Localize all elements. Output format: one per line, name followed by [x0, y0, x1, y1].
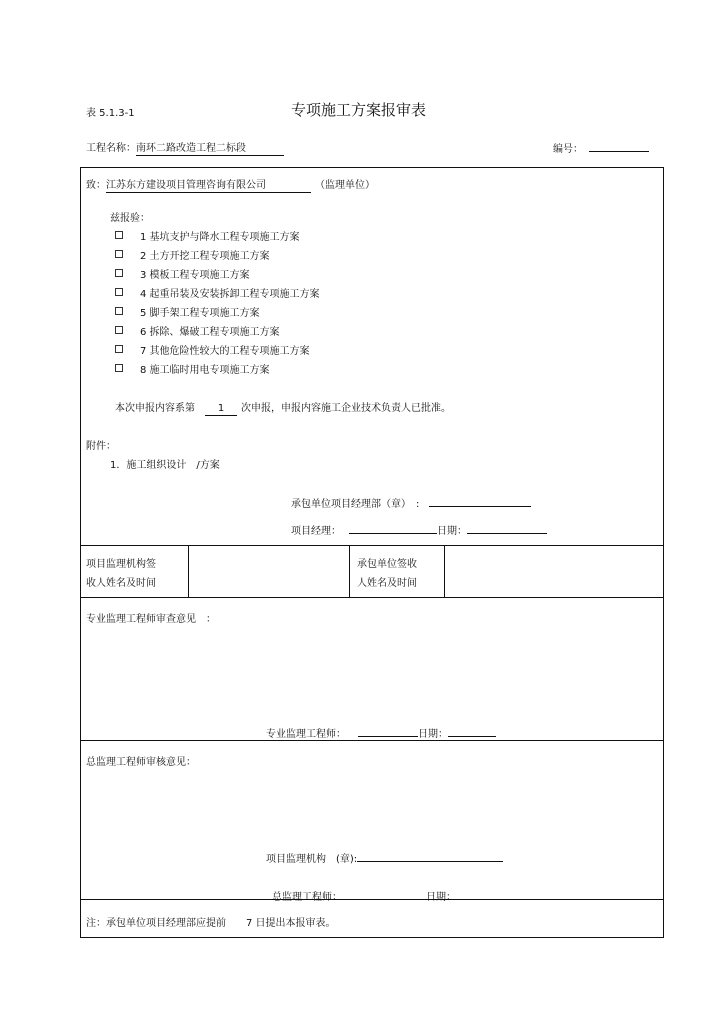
plan-item[interactable]: [115, 266, 250, 281]
contractor-seal-field[interactable]: [429, 494, 531, 507]
plan-item-label: 1 基坑支护与降水工程专项施工方案: [140, 232, 300, 243]
engineer-signature-field[interactable]: [358, 724, 418, 737]
plan-item[interactable]: [115, 247, 270, 262]
label-line: 收人姓名及时间: [86, 578, 156, 589]
project-name-value: 南环二路改造工程二标段: [136, 143, 284, 156]
chief-signature-row: [272, 887, 508, 903]
chief-label: 总监理工程师：: [272, 892, 342, 903]
submission-statement: [115, 399, 451, 416]
plan-item-label: 4 起重吊装及安装拆卸工程专项施工方案: [140, 289, 320, 300]
row-divider: [81, 740, 663, 741]
serial-number-label: 编号：: [553, 144, 583, 155]
checkbox[interactable]: [115, 364, 123, 372]
project-manager-row: [291, 521, 547, 537]
manager-date-field[interactable]: [467, 521, 547, 534]
form-title: 专项施工方案报审表: [291, 101, 427, 119]
chief-date-label: 日期：: [426, 892, 456, 903]
plan-item-label: 8 施工临时用电专项施工方案: [140, 365, 270, 376]
plan-item-label: 3 模板工程专项施工方案: [140, 270, 250, 281]
manager-signature-field[interactable]: [349, 521, 437, 534]
serial-number-field[interactable]: [589, 139, 649, 152]
checkbox[interactable]: [115, 269, 123, 277]
engineer-label: 专业监理工程师：: [266, 729, 346, 740]
checkbox[interactable]: [115, 250, 123, 258]
engineer-signature-row: [266, 724, 496, 740]
plan-item[interactable]: [115, 323, 280, 338]
submission-intro: 兹报验：: [110, 213, 150, 224]
plan-item-label: 2 土方开挖工程专项施工方案: [140, 251, 270, 262]
label-line: 承包单位签收: [357, 559, 417, 570]
table-number: 表 5.1.3-1: [86, 108, 135, 119]
org-seal-label: 项目监理机构 (章):: [266, 854, 358, 865]
project-name-row: [86, 139, 284, 156]
plan-item[interactable]: [115, 228, 300, 243]
engineer-date-field[interactable]: [448, 724, 496, 737]
attachment-label: 附件：: [86, 441, 116, 452]
addressee-row: [86, 176, 375, 193]
checkbox[interactable]: [115, 345, 123, 353]
statement-prefix: 本次申报内容系第: [115, 403, 195, 414]
plan-item[interactable]: [115, 342, 310, 357]
manager-date-label: 日期：: [437, 526, 467, 537]
org-seal-field[interactable]: [357, 849, 503, 862]
contractor-dept-row: [291, 494, 531, 510]
manager-label: 项目经理：: [291, 526, 341, 537]
chief-signature-field[interactable]: [352, 887, 426, 900]
to-label: 致：: [86, 180, 106, 191]
contractor-receipt-label: [357, 555, 417, 593]
plan-item-label: 6 拆除、爆破工程专项施工方案: [140, 327, 280, 338]
serial-number-row: [553, 139, 649, 155]
supervision-unit-label: （监理单位）: [315, 180, 375, 191]
column-divider: [188, 545, 189, 597]
row-divider: [81, 545, 663, 546]
chief-review-label: 总监理工程师审核意见：: [86, 757, 196, 768]
checkbox[interactable]: [115, 231, 123, 239]
statement-suffix: 次申报，申报内容施工企业技术负责人已批准。: [241, 403, 451, 414]
column-divider: [349, 545, 350, 597]
chief-date-field[interactable]: [460, 887, 508, 900]
checkbox[interactable]: [115, 288, 123, 296]
footnote: 注：承包单位项目经理部应提前 7 日提出本报审表。: [86, 918, 336, 929]
attachment-item: 1．施工组织设计 /方案: [110, 460, 220, 471]
submission-times: 1: [205, 403, 237, 416]
supervision-org-row: [266, 849, 503, 865]
supervision-company: 江苏东方建设项目管理咨询有限公司: [106, 180, 311, 193]
engineer-date-label: 日期：: [418, 729, 448, 740]
plan-item[interactable]: [115, 361, 270, 376]
checkbox[interactable]: [115, 307, 123, 315]
supervision-receipt-label: [86, 555, 156, 593]
approval-form-table: [80, 167, 664, 938]
engineer-review-label: 专业监理工程师审查意见 ：: [86, 614, 216, 625]
project-name-label: 工程名称：: [86, 143, 136, 154]
contractor-dept-label: 承包单位项目经理部（章） :: [291, 499, 420, 510]
checkbox[interactable]: [115, 326, 123, 334]
plan-item[interactable]: [115, 285, 320, 300]
plan-item-label: 5 脚手架工程专项施工方案: [140, 308, 260, 319]
label-line: 人姓名及时间: [357, 578, 417, 589]
column-divider: [444, 545, 445, 597]
row-divider: [81, 597, 663, 598]
plan-item-label: 7 其他危险性较大的工程专项施工方案: [140, 346, 310, 357]
label-line: 项目监理机构签: [86, 559, 156, 570]
plan-item[interactable]: [115, 304, 260, 319]
